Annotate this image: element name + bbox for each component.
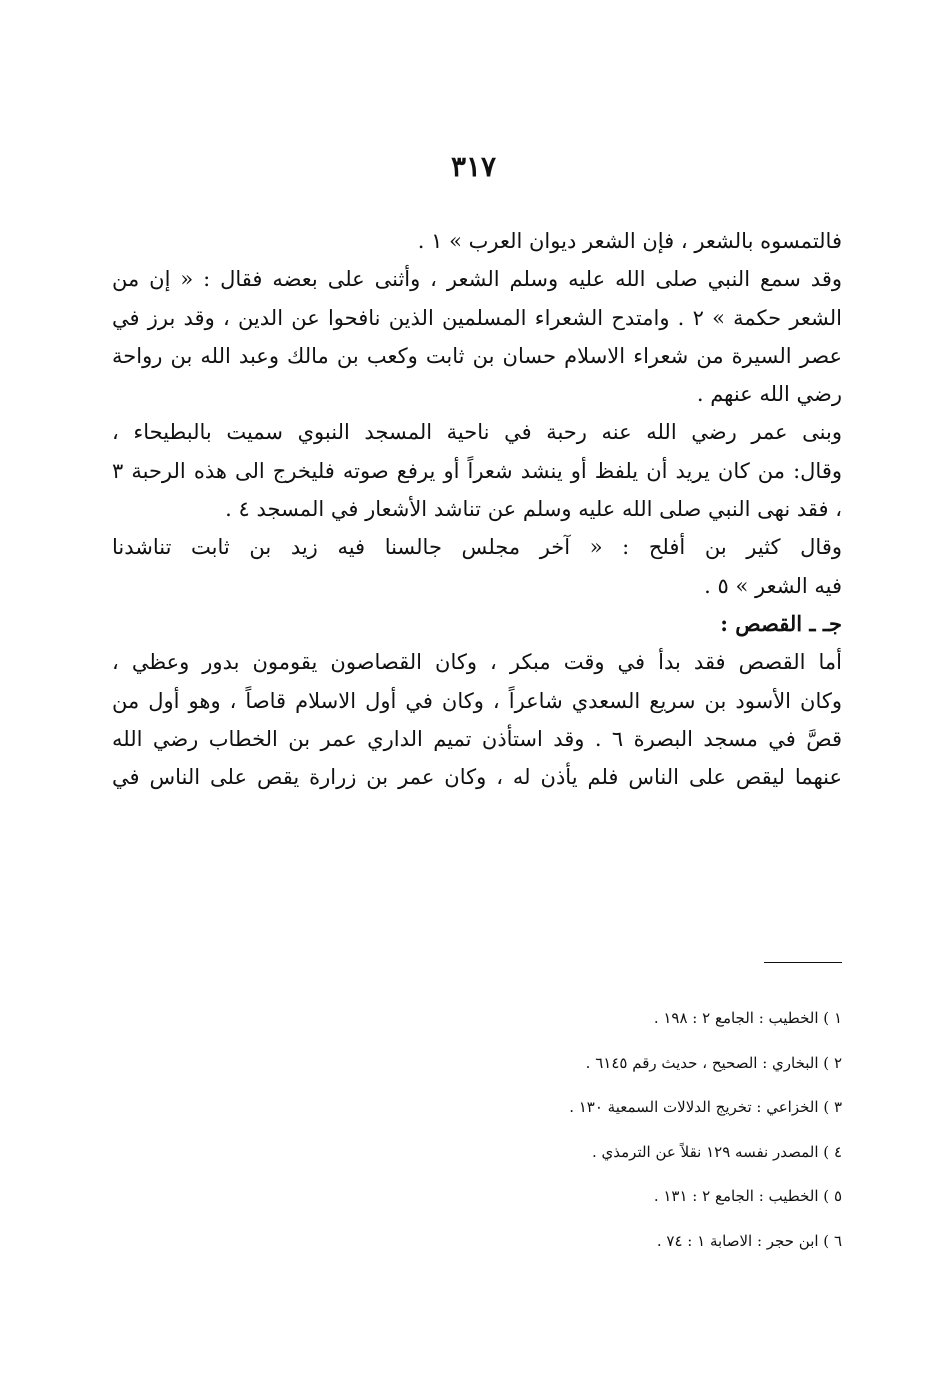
- body-line: قصَّ في مسجد البصرة ٦ . وقد استأذن تميم الداري عمر بن الخطاب رضي الله: [112, 726, 842, 751]
- body-line: وقال كثير بن أفلح : « آخر مجلس جالسنا فيه زيد بن ثابت تناشدنا: [112, 535, 842, 560]
- footnote: ١ ) الخطيب : الجامع ٢ : ١٩٨ .: [653, 1009, 842, 1027]
- page-number: ٣١٧: [450, 150, 497, 183]
- footnotes: [112, 996, 842, 1264]
- footnote-divider: [764, 962, 842, 963]
- body-line: رضي الله عنهم .: [696, 382, 842, 407]
- body-line: فيه الشعر » ٥ .: [704, 573, 842, 598]
- body-line: وقال: من كان يريد أن يلفظ أو ينشد شعراً أو يرفع صوته فليخرج الى هذه الرحبة ٣: [112, 458, 842, 483]
- body-line: الشعر حكمة » ٢ . وامتدح الشعراء المسلمين الذين نافحوا عن الدين ، وقد برز في: [112, 305, 842, 330]
- body-line: وبنى عمر رضي الله عنه رحبة في ناحية المسجد النبوي سميت بالبطيحاء ،: [112, 420, 842, 445]
- section-heading: جـ ـ القصص :: [720, 610, 842, 636]
- body-line: وقد سمع النبي صلى الله عليه وسلم الشعر ، وأثنى على بعضه فقال : « إن من: [112, 267, 842, 292]
- footnote: ٦ ) ابن حجر : الاصابة ١ : ٧٤ .: [656, 1231, 842, 1250]
- footnote: ٥ ) الخطيب : الجامع ٢ : ١٣١ .: [653, 1187, 842, 1206]
- body-line: عنهما ليقص على الناس فلم يأذن له ، وكان عمر بن زرارة يقص على الناس في: [112, 765, 842, 790]
- body-line: ، فقد نهى النبي صلى الله عليه وسلم عن تناشد الأشعار في المسجد ٤ .: [225, 497, 842, 522]
- footnote: ٣ ) الخزاعي : تخريج الدلالات السمعية ١٣٠ .: [569, 1098, 842, 1117]
- main-text: [112, 222, 842, 796]
- body-line: فالتمسوه بالشعر ، فإن الشعر ديوان العرب » ١ .: [417, 229, 842, 253]
- body-line: عصر السيرة من شعراء الاسلام حسان بن ثابت وكعب بن مالك وعبد الله بن رواحة: [112, 343, 842, 368]
- footnote: ٢ ) البخاري : الصحيح ، حديث رقم ٦١٤٥ .: [585, 1053, 842, 1072]
- footnote: ٤ ) المصدر نفسه ١٢٩ نقلاً عن الترمذي .: [591, 1142, 842, 1161]
- body-line: وكان الأسود بن سريع السعدي شاعراً ، وكان في أول الاسلام قاصاً ، وهو أول من: [112, 688, 842, 713]
- body-line: أما القصص فقد بدأ في وقت مبكر ، وكان القصاصون يقومون بدور وعظي ،: [112, 650, 842, 675]
